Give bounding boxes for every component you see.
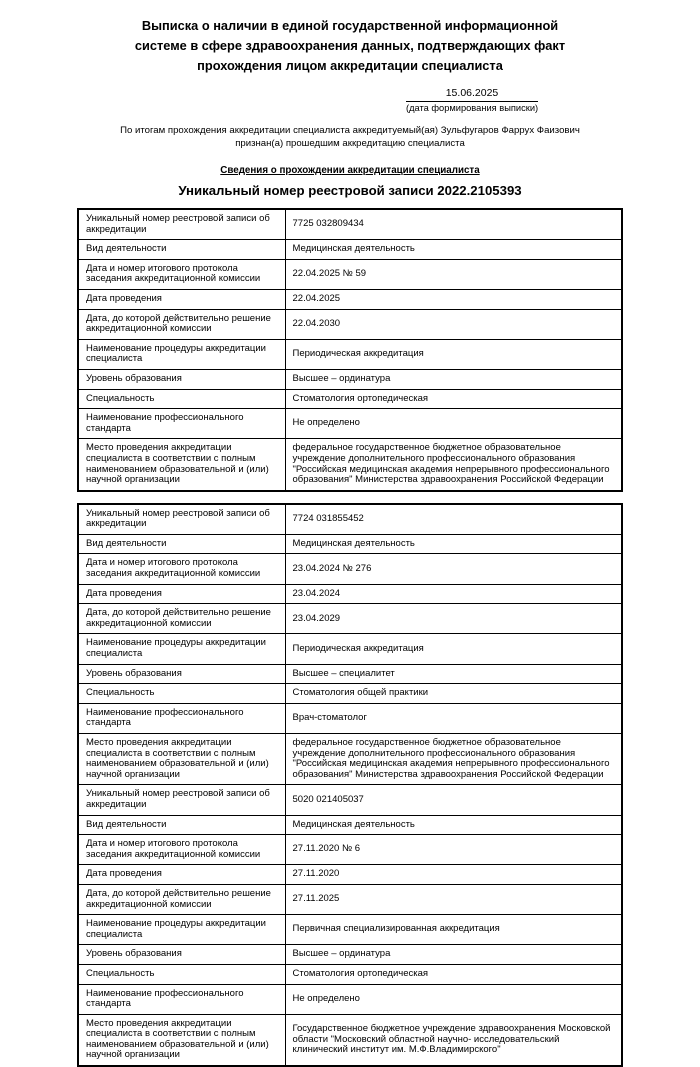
row-label: Уникальный номер реестровой записи об аккредитации (78, 785, 285, 815)
table-row (78, 604, 622, 634)
row-label: Уровень образования (78, 664, 285, 684)
row-label: Дата и номер итогового протокола заседания аккредитационной комиссии (78, 554, 285, 584)
row-label: Наименование профессионального стандарта (78, 703, 285, 733)
table-row (78, 389, 622, 409)
table-row (78, 664, 622, 684)
table-row (78, 409, 622, 439)
intro-line-2: признан(а) прошедшим аккредитацию специалиста (235, 137, 465, 149)
row-label: Дата проведения (78, 584, 285, 604)
row-label: Специальность (78, 389, 285, 409)
intro-line-1: По итогам прохождения аккредитации специалиста аккредитуемый(ая) Зульфугаров Фаррух Фаизович (120, 125, 580, 136)
row-value: 27.11.2020 (285, 865, 622, 885)
accreditation-table-2 (77, 503, 623, 1067)
table-row (78, 554, 622, 584)
row-label: Уровень образования (78, 369, 285, 389)
row-value: Стоматология ортопедическая (285, 964, 622, 984)
row-value: Периодическая аккредитация (285, 339, 622, 369)
row-value: 5020 021405037 (285, 785, 622, 815)
extract-date-block (406, 87, 538, 113)
row-label: Наименование профессионального стандарта (78, 409, 285, 439)
document-title-line-3: прохождения лицом аккредитации специалиста (197, 58, 503, 73)
row-value: Первичная специализированная аккредитация (285, 915, 622, 945)
row-value: 27.11.2025 (285, 884, 622, 914)
section-heading: Сведения о прохождении аккредитации специалиста (220, 165, 480, 176)
row-label: Специальность (78, 964, 285, 984)
row-label: Уникальный номер реестровой записи об аккредитации (78, 504, 285, 535)
row-value: федеральное государственное бюджетное образовательное учреждение дополнительного профессионального образования "Российская медицинская академия непрерывного профессионального образования" Министерства здравоохранения Российской Федерации (285, 734, 622, 785)
row-label: Наименование процедуры аккредитации специалиста (78, 339, 285, 369)
row-label: Уровень образования (78, 945, 285, 965)
table-row (78, 209, 622, 240)
accreditation-table-1 (77, 208, 623, 492)
row-label: Дата и номер итогового протокола заседания аккредитационной комиссии (78, 835, 285, 865)
row-value: 22.04.2030 (285, 309, 622, 339)
row-label: Вид деятельности (78, 815, 285, 835)
row-value: Не определено (285, 409, 622, 439)
row-label: Наименование профессионального стандарта (78, 984, 285, 1014)
row-value: Высшее – специалитет (285, 664, 622, 684)
table-row (78, 964, 622, 984)
row-label: Дата и номер итогового протокола заседания аккредитационной комиссии (78, 259, 285, 289)
row-label: Дата, до которой действительно решение аккредитационной комиссии (78, 309, 285, 339)
row-label: Вид деятельности (78, 534, 285, 554)
table-row (78, 703, 622, 733)
row-label: Наименование процедуры аккредитации специалиста (78, 915, 285, 945)
row-value: 7725 032809434 (285, 209, 622, 240)
document-title-line-1: Выписка о наличии в единой государственной информационной (141, 18, 559, 33)
row-label: Специальность (78, 684, 285, 704)
table-row (78, 240, 622, 260)
record-number-heading: Уникальный номер реестровой записи 2022.2105393 (178, 183, 522, 198)
table-row (78, 684, 622, 704)
row-label: Вид деятельности (78, 240, 285, 260)
row-value: Государственное бюджетное учреждение здравоохранения Московской области "Московский областной научно- исследовательский клинический институт им. М.Ф.Владимирского" (285, 1014, 622, 1066)
table-row (78, 785, 622, 815)
row-value: Стоматология общей практики (285, 684, 622, 704)
row-value: 23.04.2029 (285, 604, 622, 634)
row-value: 23.04.2024 (285, 584, 622, 604)
row-value: Периодическая аккредитация (285, 634, 622, 664)
row-value: Медицинская деятельность (285, 534, 622, 554)
table-row (78, 945, 622, 965)
extract-date: 15.06.2025 (406, 87, 538, 102)
row-value: Высшее – ординатура (285, 369, 622, 389)
table-row (78, 1014, 622, 1066)
row-value: 23.04.2024 № 276 (285, 554, 622, 584)
table-row (78, 835, 622, 865)
row-value: Не определено (285, 984, 622, 1014)
row-label: Место проведения аккредитации специалиста в соответствии с полным наименованием образовательной и (или) научной организации (78, 1014, 285, 1066)
row-value: Высшее – ординатура (285, 945, 622, 965)
intro-paragraph (0, 125, 700, 150)
table-row (78, 865, 622, 885)
row-value: 7724 031855452 (285, 504, 622, 535)
row-label: Дата проведения (78, 865, 285, 885)
extract-date-caption: (дата формирования выписки) (406, 103, 539, 113)
table-row (78, 915, 622, 945)
row-value: 27.11.2020 № 6 (285, 835, 622, 865)
row-label: Место проведения аккредитации специалиста в соответствии с полным наименованием образовательной и (или) научной организации (78, 734, 285, 785)
row-value: Стоматология ортопедическая (285, 389, 622, 409)
table-row (78, 369, 622, 389)
table-row (78, 815, 622, 835)
row-label: Наименование процедуры аккредитации специалиста (78, 634, 285, 664)
table-row (78, 984, 622, 1014)
row-value: Медицинская деятельность (285, 240, 622, 260)
table-row (78, 584, 622, 604)
document-title (0, 16, 700, 76)
document-title-line-2: системе в сфере здравоохранения данных, подтверждающих факт (134, 38, 566, 53)
row-value: Врач-стоматолог (285, 703, 622, 733)
table-row (78, 634, 622, 664)
table-row (78, 534, 622, 554)
table-row (78, 884, 622, 914)
row-value: 22.04.2025 № 59 (285, 259, 622, 289)
table-row (78, 504, 622, 535)
row-value: 22.04.2025 (285, 289, 622, 309)
row-label: Дата, до которой действительно решение аккредитационной комиссии (78, 884, 285, 914)
row-value: Медицинская деятельность (285, 815, 622, 835)
table-row (78, 439, 622, 491)
table-row (78, 339, 622, 369)
row-label: Дата проведения (78, 289, 285, 309)
row-value: федеральное государственное бюджетное образовательное учреждение дополнительного профессионального образования "Российская медицинская академия непрерывного профессионального образования" Министерства здравоохранения Российской Федерации (285, 439, 622, 491)
table-row (78, 259, 622, 289)
table-row (78, 309, 622, 339)
table-row (78, 289, 622, 309)
row-label: Уникальный номер реестровой записи об аккредитации (78, 209, 285, 240)
row-label: Дата, до которой действительно решение аккредитационной комиссии (78, 604, 285, 634)
row-label: Место проведения аккредитации специалиста в соответствии с полным наименованием образовательной и (или) научной организации (78, 439, 285, 491)
table-row (78, 734, 622, 785)
